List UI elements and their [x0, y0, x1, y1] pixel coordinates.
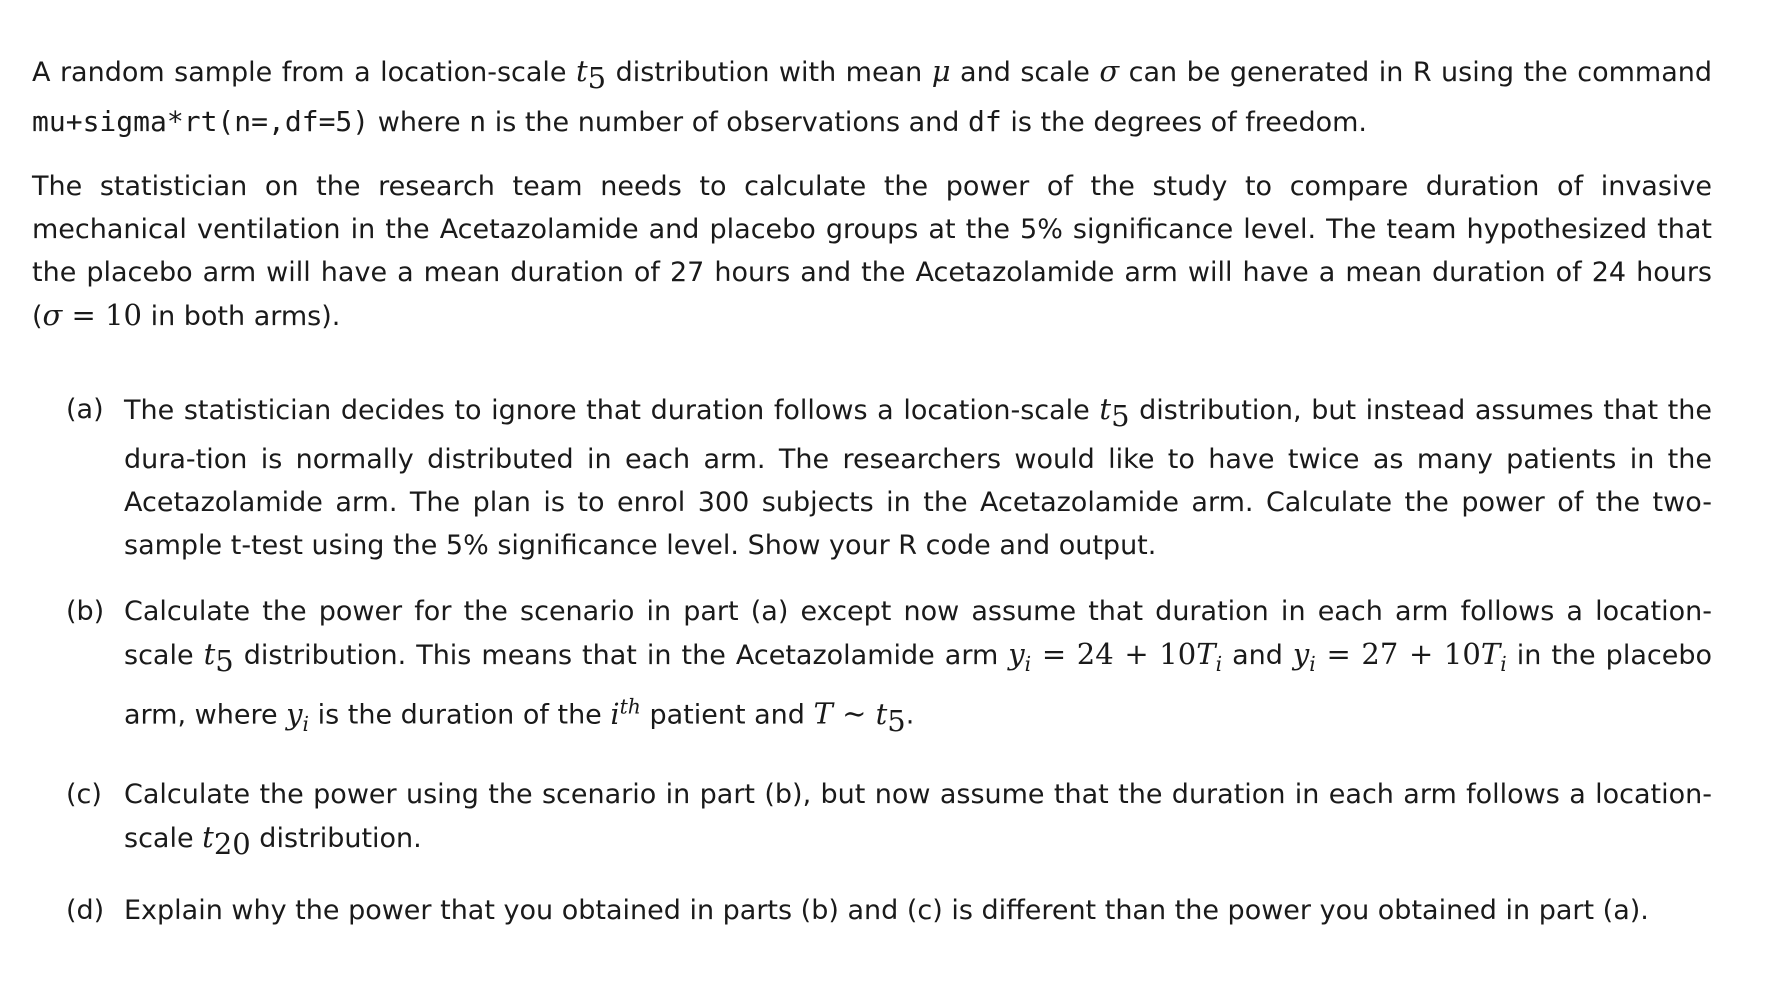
question-label: (a) [66, 393, 104, 425]
math-y-i: $y_i$ [286, 697, 310, 736]
math-y-i: $y_i$ [1008, 636, 1032, 676]
math-sigma: σ [42, 297, 63, 332]
question-text: Explain why the power that you obtained in parts (b) and (c) is different than the power you obtained in part (a). [124, 894, 1649, 926]
math-t: $t_5$ [203, 636, 234, 678]
text-run: is the number of observations and [486, 106, 969, 138]
text-run: is the degrees of freedom. [1001, 106, 1368, 138]
math-mu: μ [931, 54, 951, 88]
math-T: T [813, 697, 833, 732]
math-tilde: ∼ [832, 697, 876, 732]
question-text: The statistician decides to ignore that duration follows a location-scale $t_5$ distribution, but instead assumes that the dura-tion is normally distributed in each arm. The researchers would like to have twice as many patients in the Acetazolamide arm. The plan is to enrol 300 subjects in the Acetazolamide arm. Calculate the power of the two-sample t-test using the 5% significance level. Show your R code and output. [124, 391, 1712, 561]
math-t: $t_5$ [875, 697, 906, 738]
question-label: (c) [66, 778, 102, 810]
text-run: where [369, 106, 470, 138]
math-i-th: $i^{th}$ [610, 694, 641, 732]
math-t: $t_5$ [1099, 391, 1130, 433]
question-text: Calculate the power for the scenario in part (a) except now assume that duration in each arm follows a location-scale $t_5$ distribution. This means that in the Acetazolamide arm $y_i = 24 + 10T_i$ and $y_i = 27 + 10T_i$ in the placebo arm, where $y_i$ is the duration of the $i^{th}$ patient and T ∼ $t_5$. [124, 595, 1712, 738]
question-c [32, 773, 1712, 866]
document [32, 50, 1712, 932]
code-df: df [968, 104, 1002, 138]
math-equation: = 24 + 10 [1031, 636, 1197, 671]
math-y-i: $y_i$ [1292, 636, 1316, 676]
text-run: in both arms). [141, 300, 341, 332]
question-b [32, 590, 1712, 746]
math-equals-10: = 10 [62, 297, 142, 332]
intro-paragraph-1 [32, 50, 1712, 144]
question-d [32, 889, 1712, 932]
question-label: (b) [66, 595, 105, 627]
math-t: $t_5$ [576, 54, 607, 95]
question-a [32, 388, 1712, 567]
question-text: Calculate the power using the scenario in part (b), but now assume that the duration in each arm follows a location-scale $t_{20}$ distribution. [124, 778, 1712, 861]
question-label: (d) [66, 894, 105, 926]
text-run: can be generated in R using the command [1119, 57, 1712, 88]
math-equation: = 27 + 10 [1315, 636, 1481, 671]
r-command-code: mu+sigma*rt(n=,df=5) [32, 104, 370, 138]
math-t: $t_{20}$ [202, 819, 251, 861]
text-run: and scale [950, 57, 1100, 88]
math-T-i: $T_i$ [1480, 636, 1507, 676]
text-run: distribution with mean [606, 57, 932, 88]
intro-paragraph-2 [32, 165, 1712, 338]
math-T-i: $T_i$ [1196, 636, 1223, 676]
math-sigma: σ [1099, 54, 1120, 88]
text-run: A random sample from a location-scale [32, 57, 576, 88]
text-run: The statistician on the research team needs to calculate the power of the study to compare duration of invasive mechanical ventilation in the Acetazolamide and placebo groups at the 5% significance level. The team hypothesized that the placebo arm will have a mean duration of 27 hours and the Acetazolamide arm will have a mean duration of 24 hours ( [32, 170, 1712, 332]
code-n: n [469, 104, 487, 138]
